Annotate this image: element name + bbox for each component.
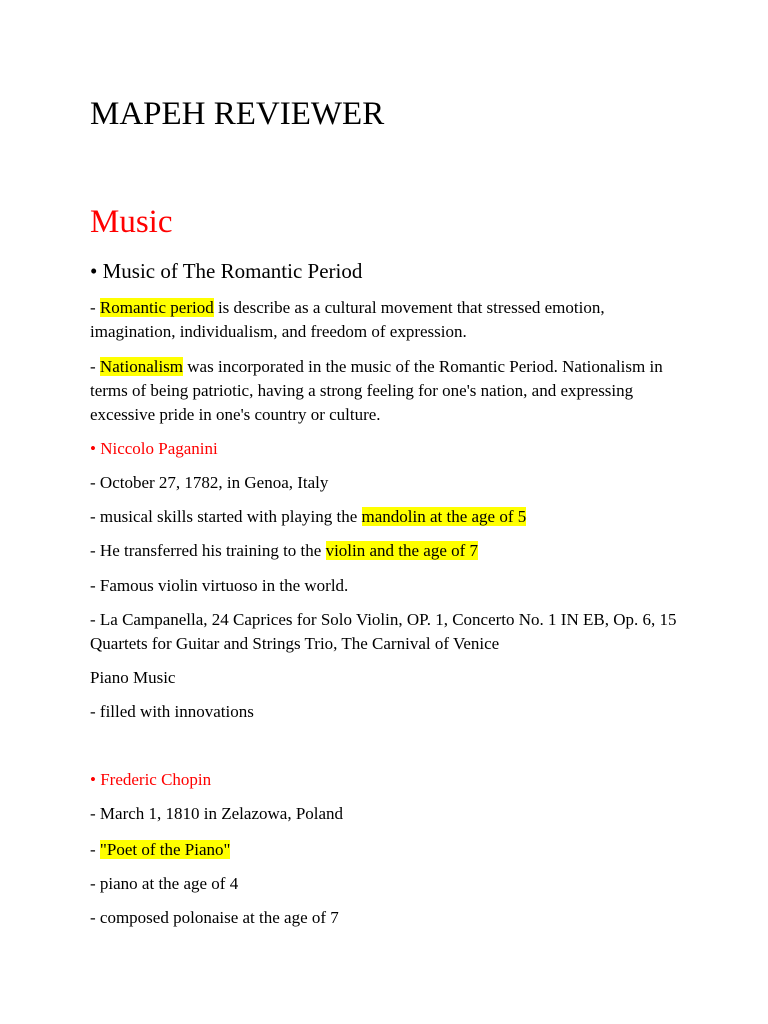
paragraph-text: was incorporated in the music of the Romantic Period. Nationalism in terms of being patriotic, having a strong feeling for one's nation, and expressing excessive pride in one's country or culture. — [90, 357, 663, 424]
highlighted-term: violin and the age of 7 — [325, 541, 479, 560]
paragraph-text: is describe as a cultural movement that stressed emotion, imagination, individualism, and freedom of expression. — [90, 298, 605, 341]
paragraph-paganini-virtuoso: - Famous violin virtuoso in the world. — [90, 576, 349, 595]
paragraph-text: - musical skills started with playing the — [90, 507, 362, 526]
paragraph-text: - He transferred his training to the — [90, 541, 326, 560]
highlighted-term: "Poet of the Piano" — [99, 840, 231, 859]
paragraph-chopin-polonaise: - composed polonaise at the age of 7 — [90, 908, 339, 927]
paragraph-prefix: - — [90, 357, 100, 376]
paragraph-piano-music: Piano Music — [90, 668, 176, 687]
heading-niccolo-paganini: • Niccolo Paganini — [90, 439, 218, 458]
heading-frederic-chopin: • Frederic Chopin — [90, 770, 212, 789]
paragraph-paganini-mandolin — [90, 505, 690, 529]
paragraph-chopin-piano: - piano at the age of 4 — [90, 874, 239, 893]
paragraph-prefix: - — [90, 298, 100, 317]
section-heading-music: Music — [90, 204, 173, 240]
paragraph-romantic-period — [90, 296, 690, 344]
subheading-romantic-period: • Music of The Romantic Period — [90, 259, 363, 283]
paragraph-chopin-birth: - March 1, 1810 in Zelazowa, Poland — [90, 804, 344, 823]
highlighted-term: Nationalism — [99, 357, 184, 376]
paragraph-chopin-nickname — [90, 838, 690, 862]
highlighted-term: mandolin at the age of 5 — [361, 507, 527, 526]
document-title: MAPEH REVIEWER — [90, 96, 385, 132]
paragraph-prefix: - — [90, 840, 100, 859]
highlighted-term: Romantic period — [99, 298, 214, 317]
paragraph-paganini-violin — [90, 539, 690, 563]
paragraph-paganini-birth: - October 27, 1782, in Genoa, Italy — [90, 473, 329, 492]
paragraph-nationalism — [90, 355, 690, 427]
paragraph-paganini-works: - La Campanella, 24 Caprices for Solo Violin, OP. 1, Concerto No. 1 IN EB, Op. 6, 15 Quartets for Guitar and Strings Trio, The Carnival of Venice — [90, 610, 677, 653]
paragraph-innovations: - filled with innovations — [90, 702, 254, 721]
